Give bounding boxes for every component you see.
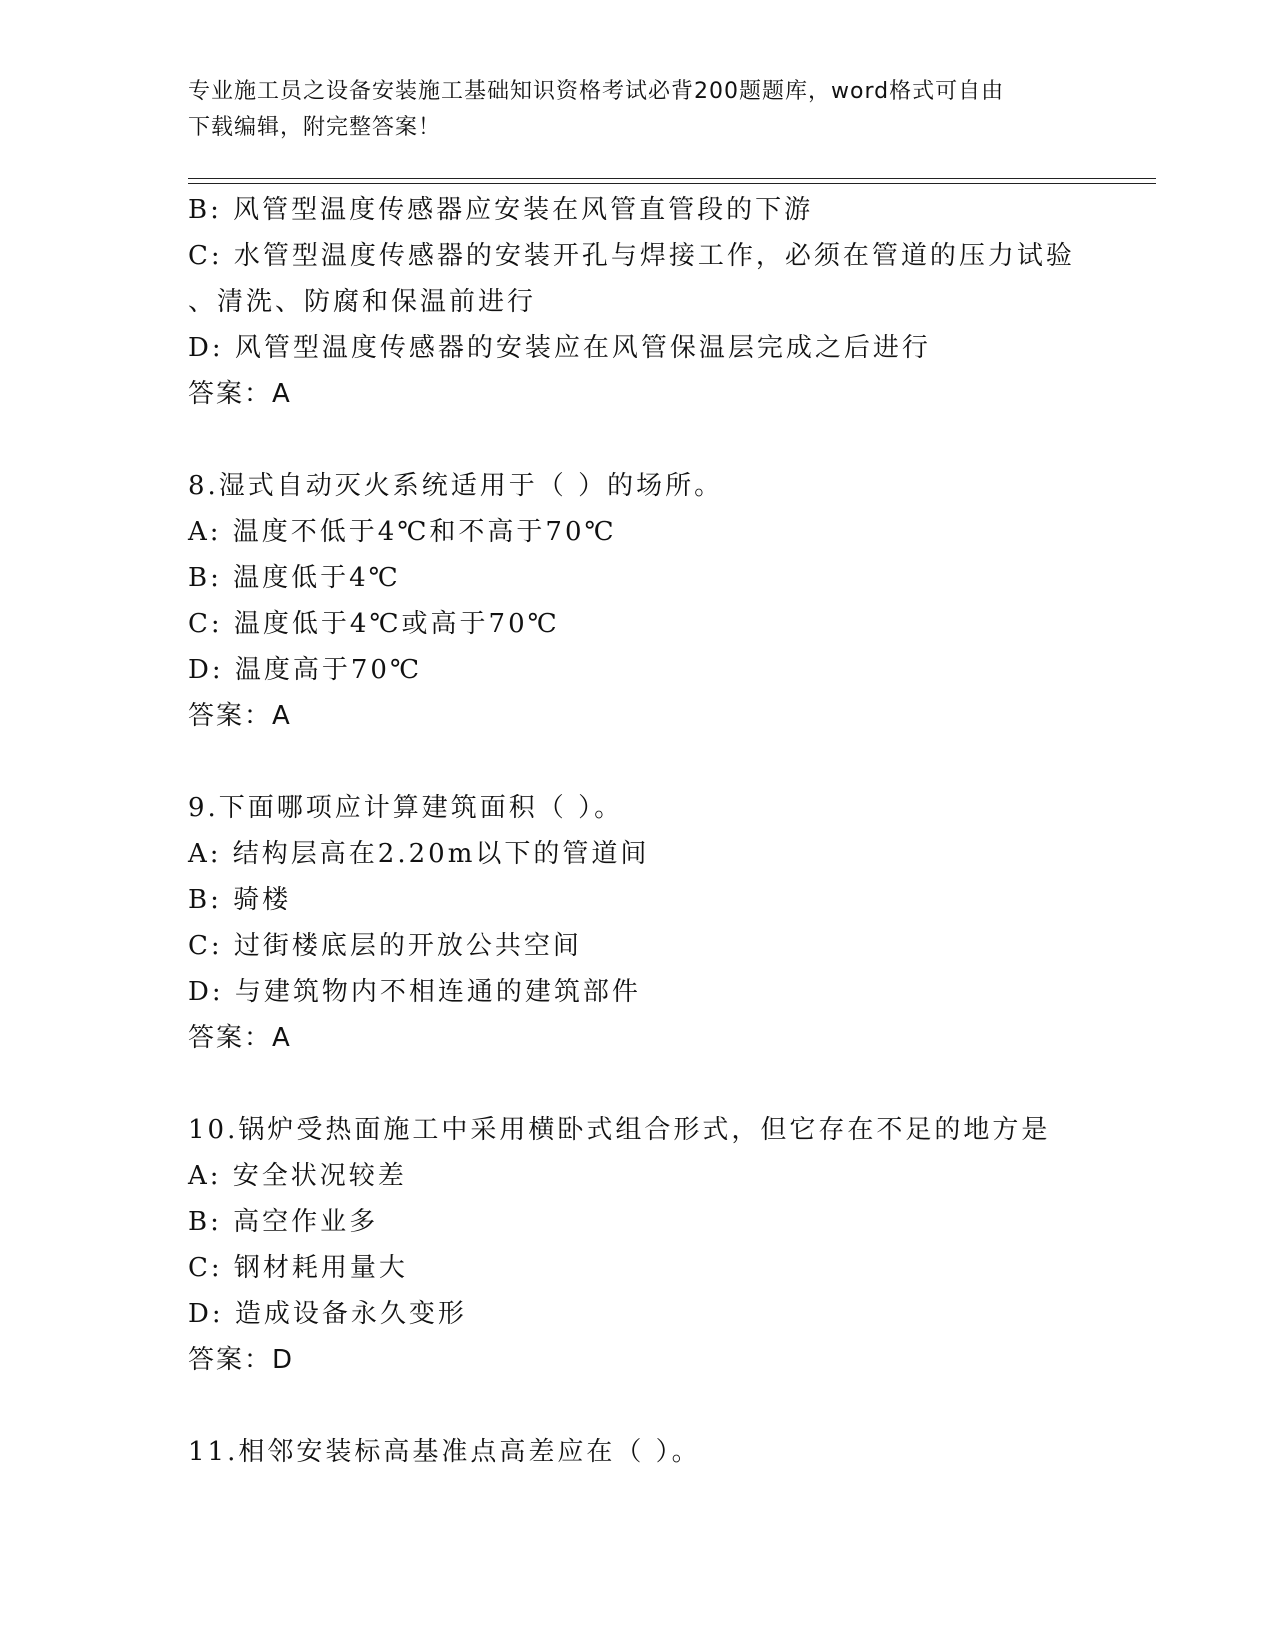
question-7-tail [188, 187, 1088, 417]
option-d: D: 造成设备永久变形 [188, 1299, 467, 1329]
answer: 答案：A [188, 1023, 292, 1053]
spacer [188, 1061, 1088, 1107]
option-d: D: 风管型温度传感器的安装应在风管保温层完成之后进行 [188, 333, 931, 363]
option-b: B: 骑楼 [188, 885, 292, 915]
question-10 [188, 1107, 1088, 1383]
header-divider-top [188, 178, 1156, 179]
answer: 答案：A [188, 701, 292, 731]
answer: 答案：A [188, 379, 292, 409]
spacer [188, 1383, 1088, 1429]
option-b: B: 温度低于4℃ [188, 563, 401, 593]
option-d: D: 温度高于70℃ [188, 655, 423, 685]
option-c: C: 水管型温度传感器的安装开孔与焊接工作，必须在管道的压力试验 [188, 241, 1075, 271]
option-c: C: 钢材耗用量大 [188, 1253, 408, 1283]
option-c: C: 过街楼底层的开放公共空间 [188, 931, 582, 961]
header-divider-bottom [188, 183, 1156, 184]
question-stem: 11.相邻安装标高基准点高差应在（ ）。 [188, 1437, 701, 1467]
question-9 [188, 785, 1088, 1061]
question-list [188, 187, 1088, 1475]
spacer [188, 739, 1088, 785]
option-c: C: 温度低于4℃或高于70℃ [188, 609, 560, 639]
question-stem: 9.下面哪项应计算建筑面积（ ）。 [188, 793, 624, 823]
answer: 答案：D [188, 1345, 295, 1375]
option-c-continued: 、清洗、防腐和保温前进行 [188, 287, 537, 317]
spacer [188, 417, 1088, 463]
document-header [188, 74, 1068, 146]
question-stem: 8.湿式自动灭火系统适用于（ ）的场所。 [188, 471, 724, 501]
option-a: A: 温度不低于4℃和不高于70℃ [188, 517, 617, 547]
header-title-line2: 下载编辑，附完整答案！ [188, 115, 442, 140]
question-stem: 10.锅炉受热面施工中采用横卧式组合形式，但它存在不足的地方是 [188, 1115, 1051, 1145]
question-11 [188, 1429, 1088, 1475]
option-d: D: 与建筑物内不相连通的建筑部件 [188, 977, 641, 1007]
option-a: A: 结构层高在2.20m以下的管道间 [188, 839, 650, 869]
option-b: B: 高空作业多 [188, 1207, 379, 1237]
option-b: B: 风管型温度传感器应安装在风管直管段的下游 [188, 195, 814, 225]
header-title-line1: 专业施工员之设备安装施工基础知识资格考试必背200题题库，word格式可自由 [188, 79, 1005, 104]
option-a: A: 安全状况较差 [188, 1161, 407, 1191]
question-8 [188, 463, 1088, 739]
